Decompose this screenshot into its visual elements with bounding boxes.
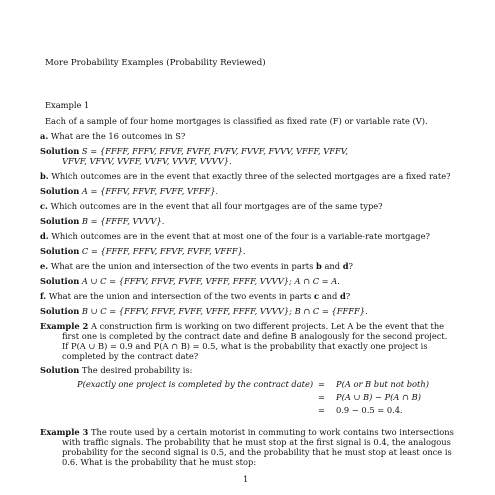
question-d-label: d. bbox=[40, 231, 49, 241]
example2-text-line3: If P(A ∪ B) = 0.9 and P(A ∩ B) = 0.5, what is the probability that exactly one project is bbox=[62, 341, 428, 351]
solution-a-text-line2: VFVF, VFVV, VVFF, VVFV, VVVF, VVVV}. bbox=[62, 156, 232, 166]
example2-text-line4: completed by the contract date? bbox=[62, 351, 199, 361]
equation-equals-2: = bbox=[318, 392, 325, 402]
question-f-text: What are the union and intersection of the two events in parts bbox=[48, 291, 314, 301]
question-f-label: f. bbox=[40, 291, 47, 301]
question-e-part-d: d bbox=[342, 261, 349, 271]
page-number: 1 bbox=[243, 474, 249, 484]
question-e-part-b: b bbox=[316, 261, 322, 271]
question-a bbox=[40, 131, 185, 141]
solution-e bbox=[40, 276, 340, 286]
equation-lhs: P(exactly one project is completed by the contract date) bbox=[77, 379, 314, 389]
question-e bbox=[40, 261, 353, 271]
question-e-label: e. bbox=[40, 261, 49, 271]
question-c bbox=[40, 201, 383, 211]
solution-d bbox=[40, 246, 246, 256]
solution-b-text: A = {FFFV, FFVF, FVFF, VFFF}. bbox=[81, 186, 219, 196]
equation-equals-1: = bbox=[318, 379, 325, 389]
example2-solution-label: Solution bbox=[40, 365, 80, 375]
solution-e-text: A ∪ C = {FFFV, FFVF, FVFF, VFFF, FFFF, VVVV}; A ∩ C = A. bbox=[81, 276, 340, 286]
example3-line1 bbox=[40, 427, 454, 437]
equation-rhs-3: 0.9 − 0.5 = 0.4. bbox=[336, 405, 403, 415]
question-e-and: and bbox=[321, 261, 343, 271]
solution-a-label: Solution bbox=[40, 146, 80, 156]
question-d-text: Which outcomes are in the event that at most one of the four is a variable-rate mortgage? bbox=[51, 231, 430, 241]
example1-heading: Example 1 bbox=[45, 100, 90, 110]
question-d bbox=[40, 231, 430, 241]
solution-c-label: Solution bbox=[40, 216, 80, 226]
example3-text-line1: The route used by a certain motorist in commuting to work contains two intersections bbox=[90, 427, 454, 437]
question-b-label: b. bbox=[40, 171, 49, 181]
example2-line1 bbox=[40, 321, 444, 331]
question-f bbox=[40, 291, 350, 301]
solution-c-text: B = {FFFF, VVVV}. bbox=[81, 216, 165, 226]
question-f-part-c: c bbox=[314, 291, 320, 301]
question-b-text: Which outcomes are in the event that exactly three of the selected mortgages are a fixed rate? bbox=[51, 171, 451, 181]
example2-solution-text: The desired probability is: bbox=[81, 365, 193, 375]
equation-rhs-2: P(A ∪ B) − P(A ∩ B) bbox=[336, 392, 421, 402]
solution-f bbox=[40, 306, 368, 316]
solution-d-text: C = {FFFF, FFFV, FFVF, FVFF, VFFF}. bbox=[81, 246, 246, 256]
example2-solution bbox=[40, 365, 192, 375]
example3-text-line2: with traffic signals. The probability that he must stop at the first signal is 0.4, the analogous bbox=[62, 437, 451, 447]
question-c-text: Which outcomes are in the event that all four mortgages are of the same type? bbox=[50, 201, 383, 211]
question-c-label: c. bbox=[40, 201, 48, 211]
solution-a bbox=[40, 146, 348, 156]
solution-f-text: B ∪ C = {FFFV, FFVF, FVFF, VFFF, FFFF, VVVV}; B ∩ C = {FFFF}. bbox=[81, 306, 368, 316]
example3-text-line4: 0.6. What is the probability that he must stop: bbox=[62, 457, 257, 467]
solution-b-label: Solution bbox=[40, 186, 80, 196]
example1-intro: Each of a sample of four home mortgages is classified as fixed rate (F) or variable rate (V). bbox=[45, 116, 428, 126]
example2-text-line1: A construction firm is working on two different projects. Let A be the event that the bbox=[90, 321, 445, 331]
example2-label: Example 2 bbox=[40, 321, 89, 331]
question-f-and: and bbox=[319, 291, 340, 301]
question-f-end: ? bbox=[345, 291, 351, 301]
solution-f-label: Solution bbox=[40, 306, 80, 316]
question-a-text: What are the 16 outcomes in S? bbox=[50, 131, 186, 141]
example3-label: Example 3 bbox=[40, 427, 89, 437]
solution-e-label: Solution bbox=[40, 276, 80, 286]
equation-equals-3: = bbox=[318, 405, 325, 415]
solution-a-text-line1: S = {FFFF, FFFV, FFVF, FVFF, FVFV, FVVF, FVVV, VFFF, VFFV, bbox=[81, 146, 348, 156]
solution-c bbox=[40, 216, 164, 226]
question-e-text: What are the union and intersection of the two events in parts bbox=[50, 261, 316, 271]
example3-text-line3: probability for the second signal is 0.5, and the probability that he must stop at least once is bbox=[62, 447, 452, 457]
question-a-label: a. bbox=[40, 131, 49, 141]
question-e-end: ? bbox=[348, 261, 353, 271]
document-title: More Probability Examples (Probability Reviewed) bbox=[45, 58, 266, 68]
equation-rhs-1: P(A or B but not both) bbox=[336, 379, 429, 389]
question-f-part-d: d bbox=[339, 291, 346, 301]
solution-b bbox=[40, 186, 218, 196]
example2-text-line2: first one is completed by the contract date and define B analogously for the second project. bbox=[62, 331, 448, 341]
solution-d-label: Solution bbox=[40, 246, 80, 256]
question-b bbox=[40, 171, 451, 181]
